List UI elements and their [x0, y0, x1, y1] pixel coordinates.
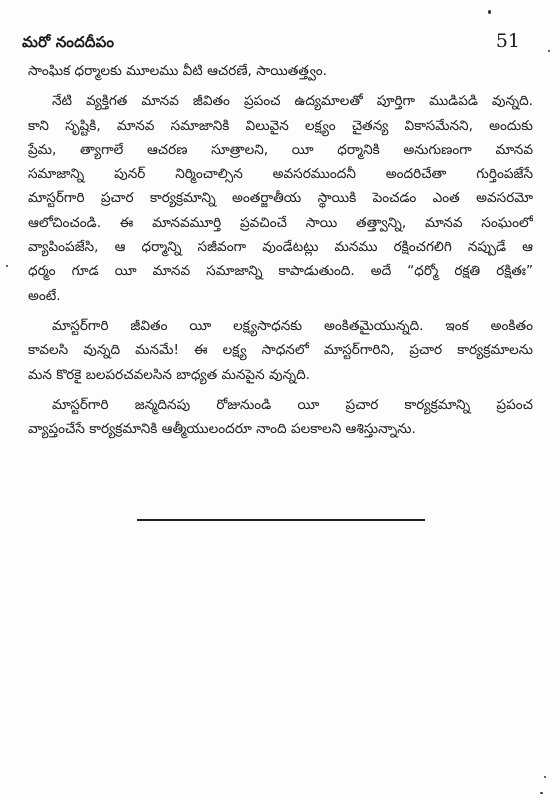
- text-line: మన కొరకై బలపరచవలసిన బాధ్యత మనపైన వున్నది.: [28, 366, 311, 383]
- text-line: కాని సృష్టికి, మానవ సమాజానికి విలువైన లక్ష్యం చైతన్య వికాసమేనని, అందుకు: [28, 117, 533, 134]
- text-line: ప్రేమ, త్యాగాలే ఆచరణ సూత్రాలని, యీ ధర్మానికి అనుగుణంగా మానవ: [28, 141, 533, 158]
- page-number: 51: [495, 30, 520, 52]
- paragraph-1: [28, 59, 533, 83]
- text-line: ధర్మం గూడ యీ మానవ సమాజాన్ని కాపాడుతుంది. అదే “ధర్మో రక్షతి రక్షితః”: [28, 263, 533, 280]
- scan-speck: [544, 776, 546, 778]
- body-text: [28, 59, 533, 447]
- text-line: అంటే.: [28, 287, 61, 304]
- scan-speck: [548, 50, 550, 52]
- paragraph-4: [28, 393, 533, 442]
- section-end-rule: [137, 519, 425, 521]
- text-line: మాస్టర్‌గారి జన్మదినపు రోజునుండి యీ ప్రచార కార్యక్రమాన్ని ప్రపంచ: [52, 396, 533, 413]
- page-header: [22, 30, 520, 54]
- scan-speck: [540, 792, 543, 794]
- paragraph-3: [28, 314, 533, 387]
- scan-speck: [6, 265, 8, 267]
- paragraph-2: [28, 89, 533, 308]
- text-line: సమాజాన్ని పునర్ నిర్మించాల్సిన అవసరముందనీ అందరిచేతా గుర్తింపజేసే: [28, 166, 533, 183]
- text-line: వ్యాపింపజేసి, ఆ ధర్మాన్ని సజీవంగా వుండేటట్లు మనము రక్షించగలిగి నప్పుడే ఆ: [28, 239, 533, 256]
- running-title: మరో నందదీపం: [22, 33, 115, 51]
- scan-speck: [488, 10, 491, 14]
- text-line: నేటి వ్యక్తిగత మానవ జీవితం ప్రపంచ ఉద్యమాలతో పూర్తిగా ముడిపడి వున్నది.: [52, 93, 533, 110]
- text-line: మాస్టర్‌గారి జీవితం యీ లక్ష్యసాధనకు అంకితమైయున్నది. ఇంక అంకితం: [52, 317, 533, 334]
- text-line: సాంఘిక ధర్మాలకు మూలము వీటి ఆచరణే, సాయితత్త్వం.: [28, 63, 327, 79]
- text-line: కావలసి వున్నది మనమే! ఈ లక్ష్య సాధనలో మాస్టర్‌గారిని, ప్రచార కార్యక్రమాలను: [28, 342, 533, 359]
- text-line: వ్యాప్తంచేసే కార్యక్రమానికి ఆత్మీయులందరూ నాంది పలకాలని ఆశిస్తున్నాను.: [28, 421, 416, 438]
- text-line: మాస్టర్‌గారి ప్రచార కార్యక్రమాన్ని అంతర్జాతీయ స్థాయికి పెంచడం ఎంత అవసరమో: [28, 190, 533, 207]
- text-line: ఆలోచించండి. ఈ మానవమూర్తి ప్రవచించే సాయి తత్త్వాన్ని, మానవ సంఘంలో: [28, 214, 533, 231]
